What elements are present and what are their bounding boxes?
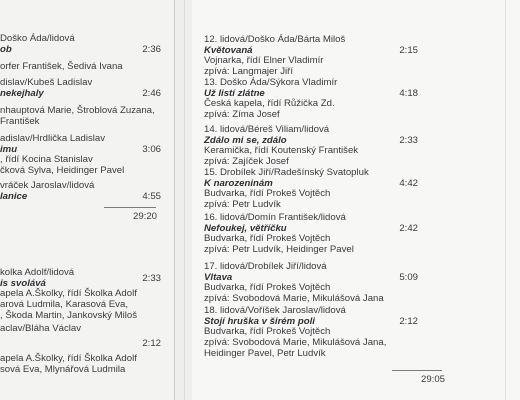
left-tracklist-clip [0, 0, 174, 400]
track-title: K narozeninám [204, 177, 273, 189]
track-credit: 12. lidová/Doško Áda/Bárta Miloš [204, 34, 346, 45]
left-track [0, 34, 174, 73]
left-tracklist-panel [0, 0, 174, 400]
track-credit: dislav/Kubeš Ladislav [0, 77, 93, 88]
track-performers: čková Sylva, Heidinger Pavel [0, 165, 125, 177]
track-14 [192, 125, 520, 168]
track-18 [192, 306, 520, 359]
track-singers: Heidinger Pavel, Petr Ludvík [204, 347, 326, 359]
track-band: Budvarka, řídí Prokeš Vojtěch [204, 233, 331, 245]
track-band: Česká kapela, řídí Růžička Zd. [204, 98, 335, 110]
track-singers: zpívá: Svobodová Marie, Mikulášová Jana, [204, 337, 387, 349]
right-tracklist-panel [192, 0, 520, 400]
track-duration: 5:09 [399, 271, 418, 283]
track-credit: 16. lidová/Domín František/lidová [204, 212, 346, 223]
track-duration: 3:06 [142, 143, 161, 155]
track-duration: 2:42 [399, 222, 418, 234]
fold-line [174, 0, 175, 400]
track-credit: 15. Drobílek Jiří/Radešínský Svatopluk [204, 167, 369, 178]
track-performers: nhauptová Marie, Štroblová Zuzana, [0, 105, 155, 117]
track-performers: , Škoda Martin, Jankovský Miloš [0, 309, 138, 321]
total-divider [392, 370, 442, 371]
track-entry [0, 192, 174, 203]
track-title: Už listí zlátne [204, 87, 265, 99]
track-title: Květovaná [204, 44, 253, 56]
track-title: Stojí hruška v širém poli [204, 315, 315, 327]
track-performers: arová Ludmila, Karasová Eva, [0, 299, 128, 311]
track-duration: 2:12 [142, 337, 161, 349]
track-title: Zdálo mi se, zdálo [204, 134, 287, 146]
track-12 [192, 35, 520, 78]
track-duration: 2:15 [399, 44, 418, 56]
track-singers: zpívá: Langmajer Jiří [204, 66, 294, 78]
track-band: Vojnarka, řídí Elner Vladimír [204, 55, 324, 67]
left-track [0, 268, 174, 321]
track-15 [192, 168, 520, 211]
track-17 [192, 262, 520, 305]
track-performers: apela A.Školky, řídí Školka Adolf [0, 353, 137, 365]
track-entry [0, 45, 174, 56]
track-credit: kolka Adolf/lidová [0, 267, 75, 278]
track-duration: 4:55 [142, 190, 161, 202]
track-singers: zpívá: Zíma Josef [204, 109, 280, 121]
track-title: is svolává [0, 277, 46, 289]
fold-line [184, 0, 185, 400]
track-title: ob [0, 43, 12, 55]
track-credit: Doško Áda/lidová [0, 33, 75, 44]
track-performers: sová Eva, Mlynářová Ludmila [0, 364, 126, 376]
track-singers: zpívá: Zajíček Josef [204, 156, 289, 168]
track-entry [0, 339, 174, 350]
fold-line [505, 0, 506, 400]
left-tracklist-inner [0, 0, 174, 400]
track-duration: 2:36 [142, 43, 161, 55]
track-title: Vltava [204, 271, 233, 283]
track-duration: 2:33 [399, 134, 418, 146]
track-singers: zpívá: Petr Ludvík [204, 199, 281, 211]
track-band: Budvarka, řídí Prokeš Vojtěch [204, 326, 331, 338]
track-duration: 2:12 [399, 315, 418, 327]
track-band: Keramička, řídí Koutenský František [204, 145, 359, 157]
track-singers: zpívá: Petr Ludvík, Heidinger Pavel [204, 244, 354, 256]
track-credit: vráček Jaroslav/lidová [0, 180, 95, 191]
track-credit: 14. lidová/Béreš Viliam/lidová [204, 124, 330, 135]
track-duration: 4:42 [399, 177, 418, 189]
track-credit: 18. lidová/Voříšek Jaroslav/lidová [204, 305, 346, 316]
track-performers: , řídí Kocina Stanislav [0, 154, 93, 166]
track-duration: 2:46 [142, 87, 161, 99]
track-performers: František [0, 116, 40, 128]
track-credit: adislav/Hrdlička Ladislav [0, 133, 106, 144]
track-singers: zpívá: Svobodová Marie, Mikulášová Jana [204, 293, 384, 305]
track-title: nekejhaly [0, 87, 44, 99]
track-title: imu [0, 143, 18, 155]
track-performers: apela A.Školky, řídí Školka Adolf [0, 288, 137, 300]
track-band: Budvarka, řídí Prokeš Vojtěch [204, 188, 331, 200]
left-track [0, 134, 174, 177]
track-performers: orfer František, Šedivá Ivana [0, 61, 123, 73]
track-entry [0, 89, 174, 100]
track-duration: 4:18 [399, 87, 418, 99]
track-band: Budvarka, řídí Prokeš Vojtěch [204, 282, 331, 294]
side-total-duration: 29:20 [132, 211, 157, 222]
left-track [0, 181, 174, 202]
track-credit: 17. lidová/Drobílek Jiří/lidová [204, 261, 327, 272]
side-total-duration: 29:05 [420, 374, 445, 385]
left-track [0, 78, 174, 128]
track-title: Nefoukej, větříčku [204, 222, 287, 234]
track-title: lanice [0, 190, 28, 202]
track-16 [192, 213, 520, 256]
track-13 [192, 78, 520, 121]
track-credit: 13. Doško Áda/Sýkora Vladimír [204, 77, 338, 88]
track-credit: aclav/Bláha Václav [0, 323, 82, 334]
left-track [0, 324, 174, 376]
total-divider [104, 207, 156, 208]
track-duration: 2:33 [142, 272, 161, 284]
